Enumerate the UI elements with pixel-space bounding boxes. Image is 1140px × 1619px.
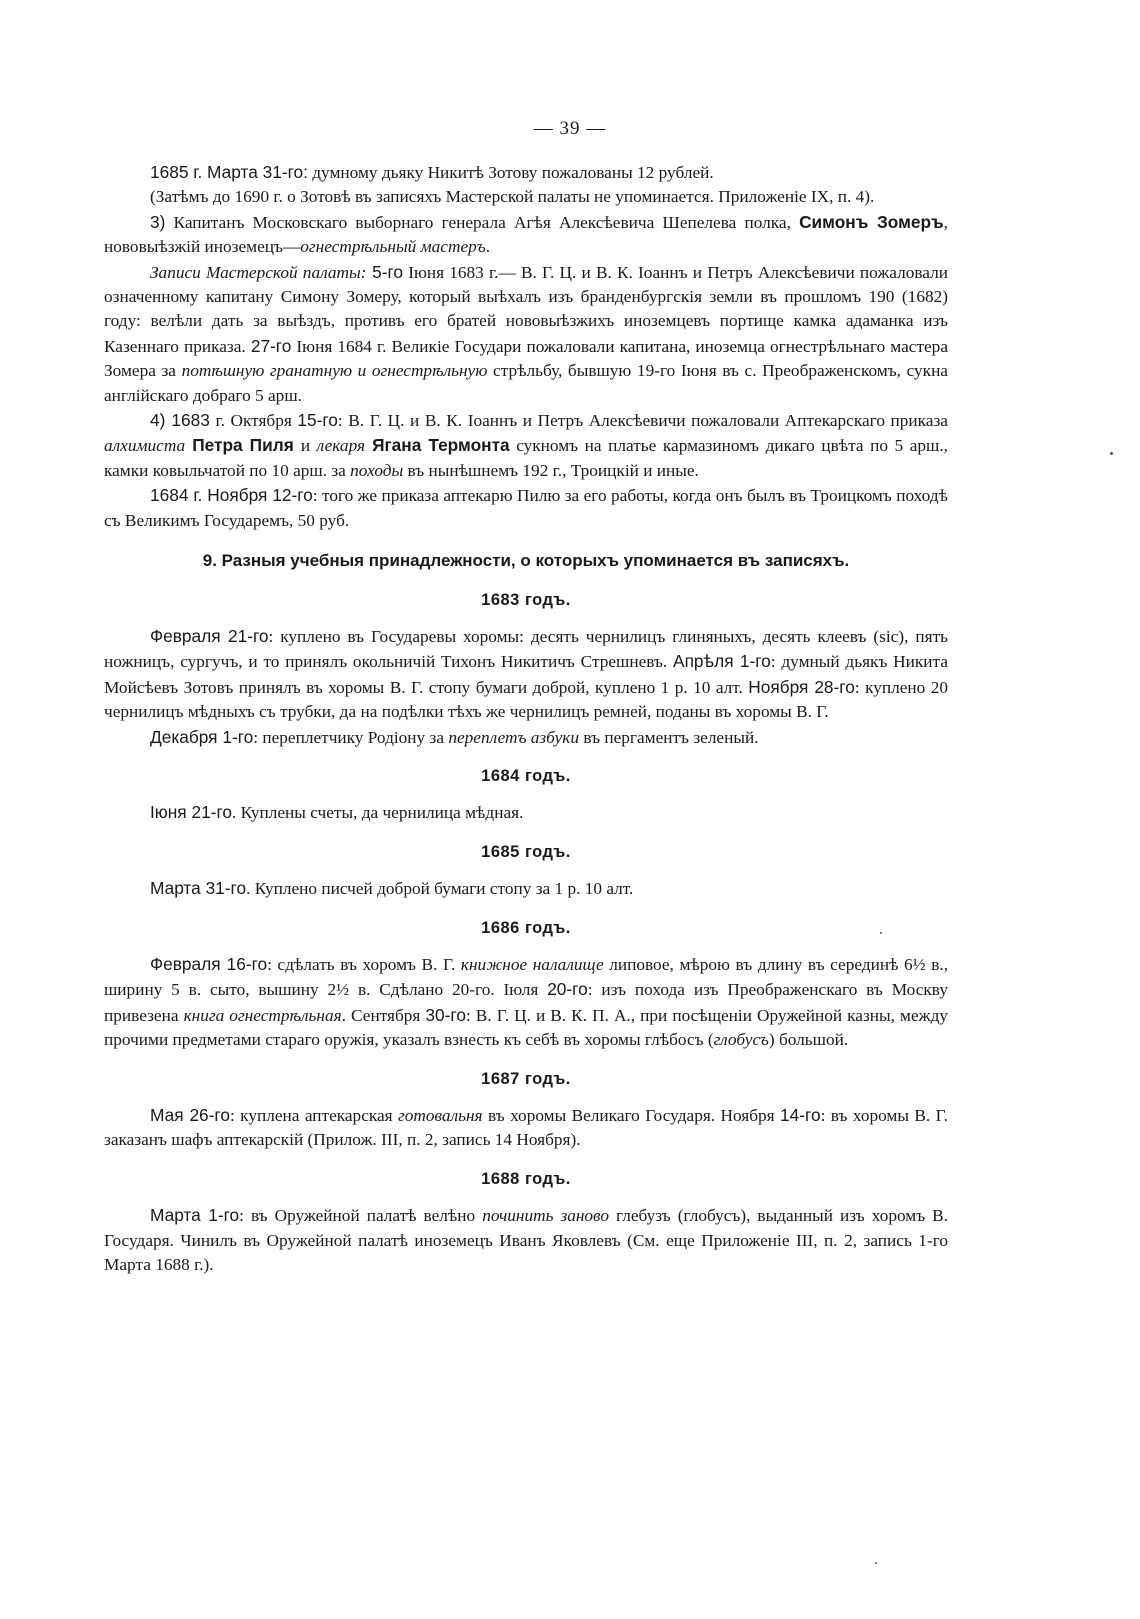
year-heading-1683: 1683 годъ. xyxy=(481,590,571,609)
year-1685-paragraph: Марта 31-го. Куплено писчей доброй бумаги стопу за 1 р. 10 алт. xyxy=(150,878,634,899)
person-name: Петра Пиля xyxy=(185,435,301,456)
year-1686-paragraph: Февраля 16-го: сдѣлать въ хоромъ В. Г. книжное налалище липовое, мѣрою въ длину въ серединѣ 6½ в., ширину 5 в. сыто, вышину 2½ в. Сдѣлано 20-го. Іюля 20-го: изъ похода изъ Преображенскаго въ Москву привезена книга огнестрѣльная. Сентября 30-го: В. Г. Ц. и В. К. П. А., при посѣщеніи Оружейной казны, между прочими предметами стараго оружія, указалъ взнесть къ себѣ въ хоромы глѣбосъ (глобусъ) большой. xyxy=(104,953,949,1050)
year-1683-paragraph-2: Декабря 1-го: переплетчику Родіону за переплетъ азбуки въ пергаментъ зеленый. xyxy=(150,726,759,747)
entry-3-zomer: 3) Капитанъ Московскаго выборнаго генерала Агѣя Алексѣевича Шепелева полка, Симонъ Зомеръ, нововыѣзжій иноземецъ—огнестрѣльный мастеръ. xyxy=(104,211,948,257)
person-name: Симонъ Зомеръ xyxy=(799,211,944,232)
year-heading-1685: 1685 годъ. xyxy=(481,842,571,861)
entry-zotov-note: (Затѣмъ до 1690 г. о Зотовѣ въ записяхъ Мастерской палаты не упоминается. Приложеніе IX, п. 4). xyxy=(150,187,875,207)
section-title: 9. Разныя учебныя принадлежности, о которыхъ упоминается въ записяхъ. xyxy=(202,551,850,571)
year-heading-1688: 1688 годъ. xyxy=(481,1169,571,1188)
scan-speck xyxy=(880,932,882,934)
year-1684-paragraph: Іюня 21-го. Куплены счеты, да чернилица мѣдная. xyxy=(150,802,524,823)
entry-1685-zotov: 1685 г. Марта 31-го: думному дьяку Никитѣ Зотову пожалованы 12 рублей. xyxy=(150,162,714,182)
scan-speck xyxy=(875,1562,877,1564)
year-1687-paragraph: Мая 26-го: куплена аптекарская готовальня въ хоромы Великаго Государя. Ноября 14-го: въ хоромы В. Г. заказанъ шафъ аптекарскій (Прилож. III, п. 2, запись 14 Ноября). xyxy=(104,1105,949,1150)
entry-date: 1685 г. Марта 31-го: xyxy=(150,162,308,182)
year-heading-1687: 1687 годъ. xyxy=(481,1069,571,1088)
page-number: — 39 — xyxy=(533,118,607,139)
person-name: Ягана Термонта xyxy=(365,435,510,456)
entry-zomer-records: Записи Мастерской палаты: 5-го Іюня 1683 г.— В. Г. Ц. и В. К. Іоаннъ и Петръ Алексѣевичи пожаловали означенному капитану Симону Зомеру, который выѣхалъ изъ бранденбургскія земли въ прошломъ 190 (1682) году: велѣли дать за выѣздъ, противъ его братей нововыѣзжихъ иноземцевъ портище камка адаманка изъ Казеннаго приказа. 27-го Іюня 1684 г. Великіе Государи пожаловали капитана, иноземца огнестрѣльнаго мастера Зомера за потѣшную гранатную и огнестрѣльную стрѣльбу, бывшую 19-го Іюня въ с. Преображенскомъ, сукна англійскаго добраго 5 арш. xyxy=(104,261,948,405)
entry-1684-pil: 1684 г. Ноября 12-го: того же приказа аптекарю Пилю за его работы, когда онъ былъ въ Троицкомъ походѣ съ Великимъ Государемъ, 50 руб. xyxy=(104,485,948,530)
source-label: Записи Мастерской палаты: xyxy=(150,262,367,282)
year-heading-1686: 1686 годъ. xyxy=(481,918,571,937)
entry-4-pharmacy: 4) 1683 г. Октября 15-го: В. Г. Ц. и В. К. Іоаннъ и Петръ Алексѣевичи пожаловали Аптекарскаго приказа алхимиста Петра Пиля и лекаря Ягана Термонта сукномъ на платье кармазиномъ дикаго цвѣта по 5 арш., камки ковыльчатой по 10 арш. за походы въ нынѣшнемъ 192 г., Троицкій и иные. xyxy=(104,410,948,480)
year-1688-paragraph: Марта 1-го: въ Оружейной палатѣ велѣно починить заново глебузъ (глобусъ), выданный изъ хоромъ В. Государя. Чинилъ въ Оружейной палатѣ иноземецъ Иванъ Яковлевъ (См. еще Приложеніе III, п. 2, запись 1-го Марта 1688 г.). xyxy=(104,1205,949,1275)
year-heading-1684: 1684 годъ. xyxy=(481,766,571,785)
year-1683-paragraph-1: Февраля 21-го: куплено въ Государевы хоромы: десять чернилицъ глиняныхъ, десять клеевъ (sic), пять ножницъ, сургучъ, и то принялъ окольничій Тихонъ Никитичъ Стрешневъ. Апрѣля 1-го: думный дьякъ Никита Мойсѣевъ Зотовъ принялъ въ хоромы В. Г. стопу бумаги доброй, куплено 1 р. 10 алт. Ноября 28-го: куплено 20 чернилицъ мѣдныхъ съ трубки, да на подѣлки тѣхъ же чернилицъ ремней, поданы въ хоромы В. Г. xyxy=(104,625,949,722)
scan-speck xyxy=(1110,452,1113,455)
page-body xyxy=(104,160,948,1277)
